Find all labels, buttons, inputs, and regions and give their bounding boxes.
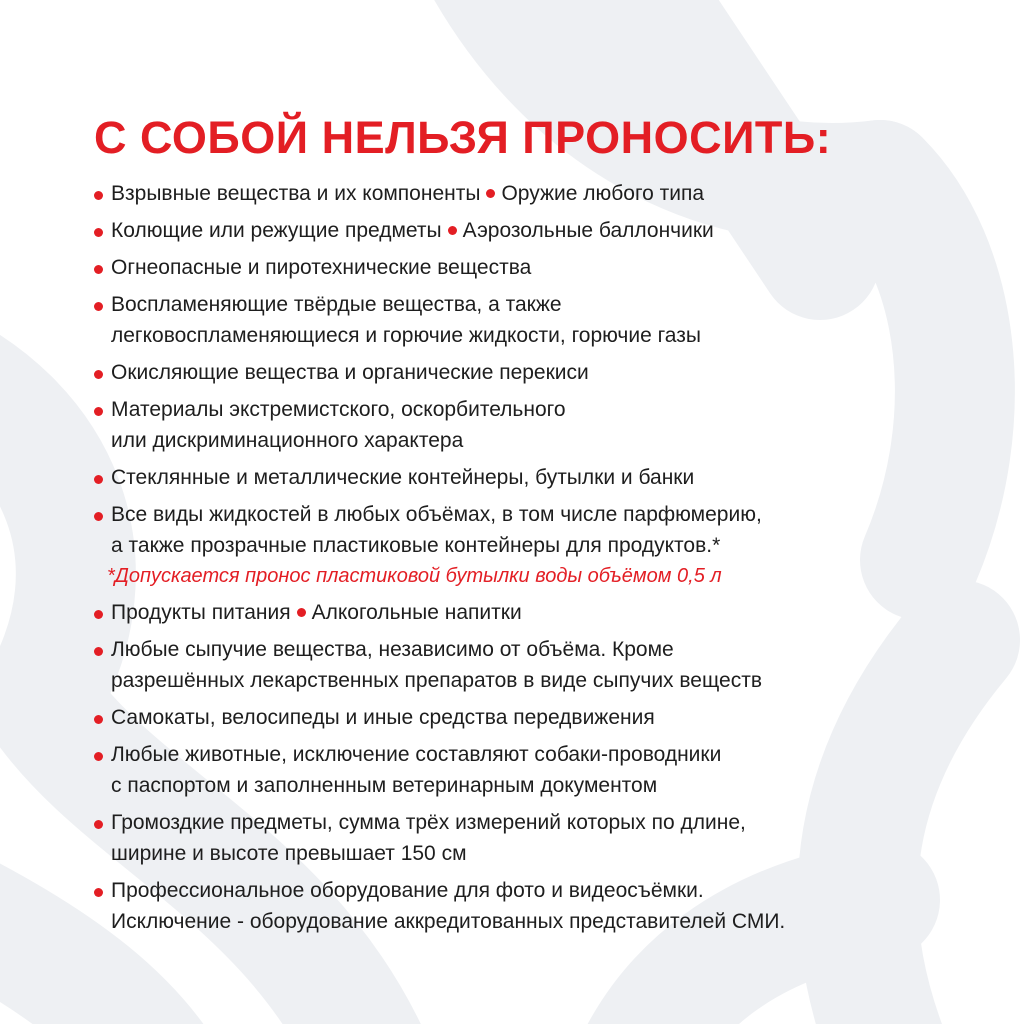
list-item-label: Окисляющие вещества и органические перекиси — [111, 361, 589, 384]
list-item-line — [111, 530, 762, 561]
list-item-label: ширине и высоте превышает 150 см — [111, 842, 467, 865]
list-item-line — [111, 462, 694, 493]
footnote: *Допускается пронос пластиковой бутылки воды объёмом 0,5 л — [107, 565, 722, 587]
list-item-line — [111, 838, 746, 869]
list-item-line — [111, 702, 655, 733]
list-item-text — [111, 807, 746, 869]
bullet-icon — [297, 608, 306, 617]
list-item-line — [111, 665, 762, 696]
list-item — [94, 462, 994, 493]
list-item-label: Аэрозольные баллончики — [462, 219, 714, 242]
list-item — [94, 739, 994, 801]
prohibited-items-list — [94, 178, 994, 937]
list-item-label: или дискриминационного характера — [111, 429, 464, 452]
list-item — [94, 215, 994, 246]
list-item-line — [111, 597, 522, 628]
bullet-icon — [94, 610, 103, 619]
list-item-label: Оружие любого типа — [501, 182, 705, 205]
list-item-label: Все виды жидкостей в любых объёмах, в том числе парфюмерию, — [111, 503, 762, 526]
list-item — [94, 597, 994, 628]
list-item — [94, 499, 994, 591]
list-item-label: Любые сыпучие вещества, независимо от объёма. Кроме — [111, 638, 674, 661]
bullet-icon — [94, 407, 103, 416]
list-item-line — [111, 499, 762, 530]
list-item-label: легковоспламеняющиеся и горючие жидкости, горючие газы — [111, 324, 701, 347]
list-item-text — [111, 178, 704, 209]
bullet-icon — [94, 228, 103, 237]
list-item — [94, 634, 994, 696]
list-item-label: с паспортом и заполненным ветеринарным документом — [111, 774, 658, 797]
list-item-line — [111, 425, 566, 456]
list-item-label: Исключение - оборудование аккредитованных представителей СМИ. — [111, 910, 786, 933]
list-item-label: Громоздкие предметы, сумма трёх измерений которых по длине, — [111, 811, 746, 834]
list-item-text — [111, 289, 701, 351]
list-item-text — [111, 394, 566, 456]
list-item — [94, 394, 994, 456]
page-title: С СОБОЙ НЕЛЬЗЯ ПРОНОСИТЬ: — [94, 112, 832, 163]
list-item-line — [111, 320, 701, 351]
list-item-line — [111, 634, 762, 665]
list-item-label: Стеклянные и металлические контейнеры, бутылки и банки — [111, 466, 695, 489]
list-item-line — [111, 178, 704, 209]
list-item — [94, 252, 994, 283]
list-item-label: Алкогольные напитки — [311, 601, 522, 624]
bullet-icon — [94, 475, 103, 484]
bullet-icon — [94, 715, 103, 724]
list-item-text — [111, 252, 531, 283]
bullet-icon — [448, 226, 457, 235]
bullet-icon — [94, 512, 103, 521]
list-item-label: Колющие или режущие предметы — [111, 219, 442, 242]
list-item-text — [111, 702, 655, 733]
list-item-line — [111, 875, 785, 906]
list-item-text — [111, 634, 762, 696]
bullet-icon — [94, 820, 103, 829]
bullet-icon — [94, 752, 103, 761]
list-item-label: Огнеопасные и пиротехнические вещества — [111, 256, 532, 279]
list-item-label: разрешённых лекарственных препаратов в виде сыпучих веществ — [111, 669, 762, 692]
list-item-line — [111, 252, 531, 283]
list-item — [94, 807, 994, 869]
list-item-line — [111, 739, 721, 770]
list-item-label: Продукты питания — [111, 601, 291, 624]
list-item-line — [111, 357, 589, 388]
list-item — [94, 178, 994, 209]
list-item — [94, 289, 994, 351]
bullet-icon — [94, 370, 103, 379]
list-item-label: Материалы экстремистского, оскорбительного — [111, 398, 566, 421]
list-item-text — [111, 739, 721, 801]
list-item-line — [111, 770, 721, 801]
bullet-icon — [486, 189, 495, 198]
list-item — [94, 702, 994, 733]
list-item-text — [111, 597, 522, 628]
bullet-icon — [94, 647, 103, 656]
list-item-text — [111, 875, 785, 937]
list-item-text — [107, 499, 762, 591]
list-item-line — [111, 215, 714, 246]
bullet-icon — [94, 191, 103, 200]
list-item-line — [111, 394, 566, 425]
list-item — [94, 875, 994, 937]
list-item-label: Профессиональное оборудование для фото и видеосъёмки. — [111, 879, 704, 902]
list-item-label: Воспламеняющие твёрдые вещества, а также — [111, 293, 562, 316]
content — [94, 110, 994, 943]
bullet-icon — [94, 302, 103, 311]
list-item-line — [111, 289, 701, 320]
bullet-icon — [94, 888, 103, 897]
list-item-text — [111, 462, 694, 493]
list-item-label: Самокаты, велосипеды и иные средства передвижения — [111, 706, 655, 729]
list-item — [94, 357, 994, 388]
list-item-label: Взрывные вещества и их компоненты — [111, 182, 481, 205]
bullet-icon — [94, 265, 103, 274]
list-item-text — [111, 215, 714, 246]
list-item-label: Любые животные, исключение составляют собаки-проводники — [111, 743, 722, 766]
list-item-label: а также прозрачные пластиковые контейнеры для продуктов.* — [111, 534, 721, 557]
list-item-text — [111, 357, 589, 388]
list-item-line — [111, 807, 746, 838]
list-item-line — [111, 906, 785, 937]
